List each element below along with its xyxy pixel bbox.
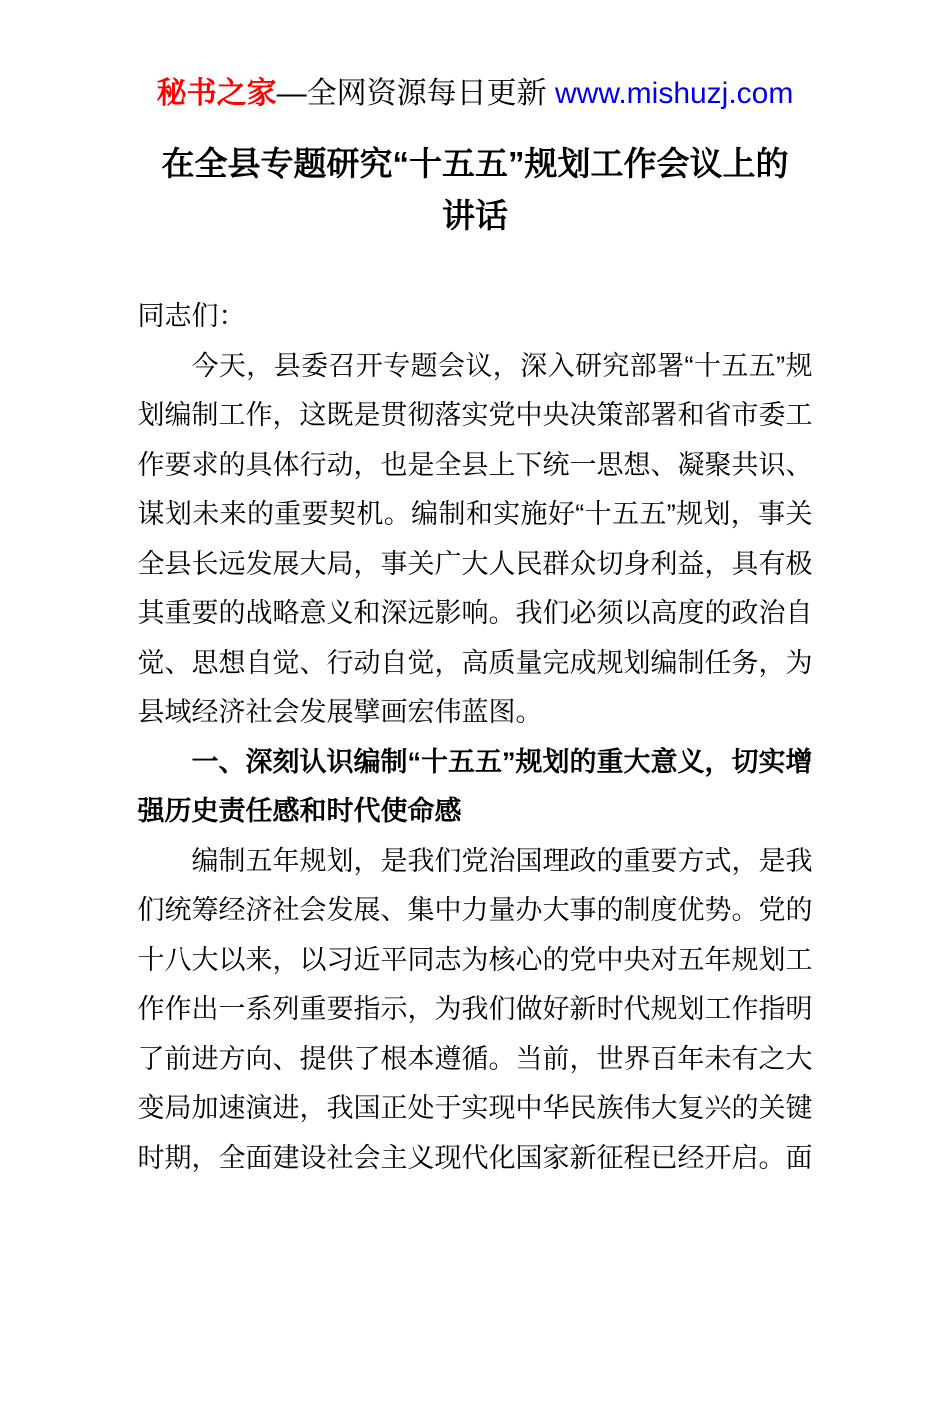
paragraph-salutation: 同志们： [137, 301, 246, 331]
site-tagline: —全网资源每日更新 [276, 77, 555, 110]
section-heading-1: 一、深刻认识编制“十五五”规划的重大意义，切实增强历史责任感和时代使命感 [137, 746, 813, 826]
site-brand: 秘书之家 [156, 77, 277, 110]
document-title-line-1: 在全县专题研究“十五五”规划工作会议上的 [161, 145, 789, 182]
site-header [0, 76, 950, 112]
document-page [0, 76, 950, 1420]
site-url-link[interactable]: www.mishuzj.com [554, 77, 794, 110]
document-title-line-2: 讲话 [442, 197, 508, 234]
document-title [135, 138, 815, 242]
paragraph-section-1-body: 编制五年规划，是我们党治国理政的重要方式，是我们统筹经济社会发展、集中力量办大事的制度优势。党的十八大以来，以习近平同志为核心的党中央对五年规划工作作出一系列重要指示，为我们做好新时代规划工作指明了前进方向、提供了根本遵循。当前，世界百年未有之大变局加速演进，我国正处于实现中华民族伟大复兴的关键时期，全面建设社会主义现代化国家新征程已经开启。面 [137, 845, 813, 1173]
document-body [138, 292, 813, 1183]
paragraph-intro: 今天，县委召开专题会议，深入研究部署“十五五”规划编制工作，这既是贯彻落实党中央决策部署和省市委工作要求的具体行动，也是全县上下统一思想、凝聚共识、谋划未来的重要契机。编制和实施好“十五五”规划，事关全县长远发展大局，事关广大人民群众切身利益，具有极其重要的战略意义和深远影响。我们必须以高度的政治自觉、思想自觉、行动自觉，高质量完成规划编制任务，为县域经济社会发展擘画宏伟蓝图。 [137, 350, 813, 727]
